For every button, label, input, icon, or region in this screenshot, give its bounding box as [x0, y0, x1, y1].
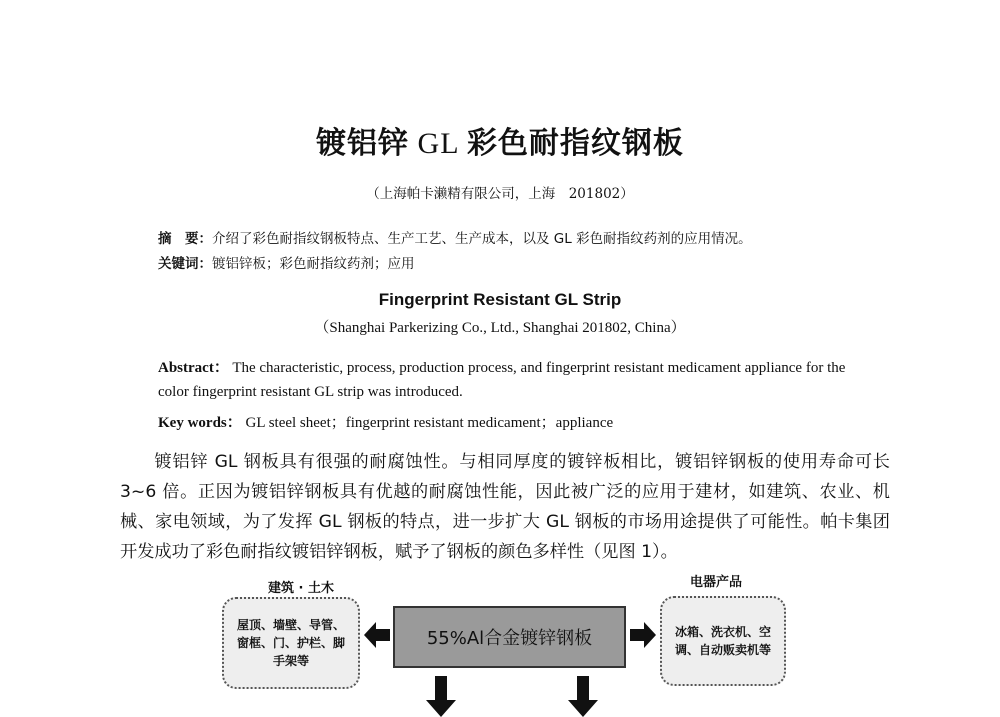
- abstract-cn: [158, 227, 752, 247]
- abstract-en-line-1: [158, 356, 845, 377]
- figure-left-box: [222, 597, 360, 689]
- affiliation-cn: （上海帕卡濑精有限公司，上海 201802）: [366, 186, 634, 202]
- body-text: [120, 447, 890, 567]
- figure-right-box-text: 冰箱、洗衣机、空调、自动贩卖机等: [674, 625, 771, 657]
- english-affiliation: （Shanghai Parkerizing Co., Ltd., Shanghai 201802, China）: [314, 320, 686, 336]
- abstract-en-label: Abstract：: [158, 360, 229, 376]
- keywords-en-label: Key words：: [158, 415, 242, 431]
- abstract-en-line-2: color fingerprint resistant GL strip was introduced.: [158, 384, 463, 400]
- arrow-right-icon: [630, 620, 656, 650]
- figure-left-label: 建筑 · 土木: [268, 581, 334, 596]
- arrow-down-icon: [426, 676, 456, 717]
- english-title: Fingerprint Resistant GL Strip: [378, 290, 622, 309]
- keywords-cn-label: 关键词：: [158, 256, 212, 272]
- figure-center-box: [393, 606, 626, 668]
- title-cn: 镀铝锌: [316, 126, 410, 161]
- arrow-left-icon: [364, 620, 390, 650]
- figure-left-box-text: 屋顶、墙壁、导管、窗框、门、护栏、脚手架等: [236, 618, 345, 668]
- arrow-down-icon: [568, 676, 598, 717]
- keywords-en: [158, 411, 613, 432]
- figure-center-box-text: 55%Al合金镀锌钢板: [426, 628, 593, 649]
- abstract-cn-text: 介绍了彩色耐指纹钢板特点、生产工艺、生产成本，以及 GL 彩色耐指纹药剂的应用情况。: [212, 231, 752, 247]
- body-paragraph: 镀铝锌 GL 钢板具有很强的耐腐蚀性。与相同厚度的镀锌板相比，镀铝锌钢板的使用寿命可长3~6 倍。正因为镀铝锌钢板具有优越的耐腐蚀性能，因此被广泛的应用于建材，如建筑、农业、机械、家电领域，为了发挥 GL 钢板的特点，进一步扩大 GL 钢板的市场用途提供了可能性。帕卡集团开发成功了彩色耐指纹镀铝锌钢板，赋予了钢板的颜色多样性（见图 1）。: [120, 452, 890, 562]
- abstract-cn-label: 摘 要：: [158, 231, 212, 247]
- title-cn-2: 彩色耐指纹钢板: [466, 126, 684, 161]
- title-latin: GL: [409, 127, 467, 160]
- keywords-cn: [158, 252, 415, 272]
- keywords-cn-text: 镀铝锌板；彩色耐指纹药剂；应用: [212, 256, 415, 272]
- paper-title: [0, 118, 1000, 162]
- keywords-en-text: GL steel sheet；fingerprint resistant medicament；appliance: [245, 415, 614, 431]
- figure-right-label: 电器产品: [690, 575, 743, 590]
- figure-right-box: [660, 596, 786, 686]
- abstract-en-text-1: The characteristic, process, production process, and fingerprint resistant medicament appliance for the: [232, 360, 846, 376]
